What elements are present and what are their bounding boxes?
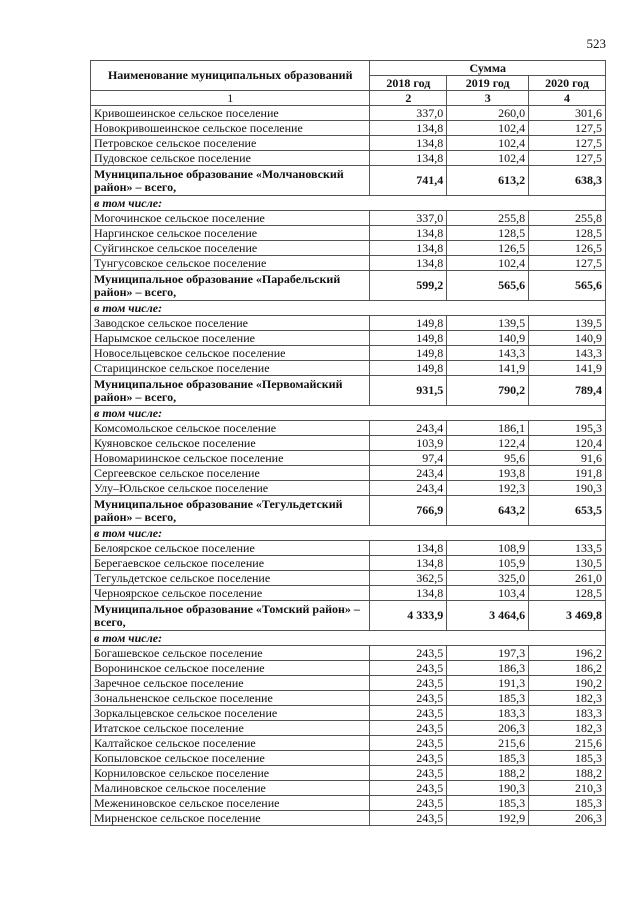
amount-2020: 186,2	[529, 661, 606, 676]
amount-2020: 195,3	[529, 421, 606, 436]
column-index: 4	[529, 91, 606, 106]
subheading-label: в том числе:	[91, 406, 606, 421]
amount-2018: 243,5	[370, 661, 447, 676]
district-total-row	[91, 166, 606, 196]
municipality-name: Малиновское сельское поселение	[91, 781, 370, 796]
amount-2018: 243,5	[370, 796, 447, 811]
amount-2020: 140,9	[529, 331, 606, 346]
municipality-name: Зоркальцевское сельское поселение	[91, 706, 370, 721]
district-total-row	[91, 496, 606, 526]
amount-2020: 127,5	[529, 151, 606, 166]
table-row	[91, 436, 606, 451]
amount-2018: 362,5	[370, 571, 447, 586]
amount-2018: 243,5	[370, 721, 447, 736]
column-index: 3	[447, 91, 529, 106]
amount-2018: 243,5	[370, 781, 447, 796]
table-row	[91, 646, 606, 661]
subheading-label: в том числе:	[91, 526, 606, 541]
amount-2019: 102,4	[447, 121, 529, 136]
amount-2020: 182,3	[529, 691, 606, 706]
subheading-row	[91, 301, 606, 316]
amount-2019: 140,9	[447, 331, 529, 346]
subheading-row	[91, 196, 606, 211]
amount-2019: 192,9	[447, 811, 529, 826]
amount-2019: 186,3	[447, 661, 529, 676]
municipality-name: Тегульдетское сельское поселение	[91, 571, 370, 586]
amount-2020: 3 469,8	[529, 601, 606, 631]
municipality-name: Калтайское сельское поселение	[91, 736, 370, 751]
amount-2019: 790,2	[447, 376, 529, 406]
amount-2018: 149,8	[370, 331, 447, 346]
amount-2020: 301,6	[529, 106, 606, 121]
table-row	[91, 121, 606, 136]
municipality-name: Тунгусовское сельское поселение	[91, 256, 370, 271]
table-row	[91, 721, 606, 736]
amount-2019: 185,3	[447, 751, 529, 766]
amount-2020: 128,5	[529, 226, 606, 241]
table-row	[91, 466, 606, 481]
subheading-label: в том числе:	[91, 196, 606, 211]
amount-2018: 243,5	[370, 751, 447, 766]
amount-2020: 130,5	[529, 556, 606, 571]
amount-2020: 133,5	[529, 541, 606, 556]
amount-2019: 192,3	[447, 481, 529, 496]
table-row	[91, 556, 606, 571]
table-row	[91, 796, 606, 811]
amount-2020: 190,2	[529, 676, 606, 691]
municipality-name: Новомариинское сельское поселение	[91, 451, 370, 466]
table-row	[91, 706, 606, 721]
amount-2019: 102,4	[447, 151, 529, 166]
table-row	[91, 136, 606, 151]
municipality-name: Белоярское сельское поселение	[91, 541, 370, 556]
amount-2019: 126,5	[447, 241, 529, 256]
page-number: 523	[586, 36, 606, 51]
amount-2020: 185,3	[529, 751, 606, 766]
municipality-name: Заречное сельское поселение	[91, 676, 370, 691]
table-row	[91, 346, 606, 361]
amount-2020: 91,6	[529, 451, 606, 466]
amount-2018: 243,5	[370, 736, 447, 751]
amount-2020: 127,5	[529, 256, 606, 271]
municipality-name: Корниловское сельское поселение	[91, 766, 370, 781]
municipality-name: Берегаевское сельское поселение	[91, 556, 370, 571]
table-row	[91, 451, 606, 466]
amount-2018: 599,2	[370, 271, 447, 301]
municipality-name: Мирненское сельское поселение	[91, 811, 370, 826]
table-row	[91, 106, 606, 121]
municipality-name: Муниципальное образование «Парабельский район» – всего,	[91, 271, 370, 301]
table-row	[91, 676, 606, 691]
amount-2018: 243,5	[370, 691, 447, 706]
amount-2018: 243,4	[370, 481, 447, 496]
amount-2018: 4 333,9	[370, 601, 447, 631]
amount-2020: 141,9	[529, 361, 606, 376]
amount-2019: 190,3	[447, 781, 529, 796]
table-row	[91, 481, 606, 496]
year-header-2019: 2019 год	[447, 76, 529, 91]
amount-2018: 134,8	[370, 586, 447, 601]
district-total-row	[91, 601, 606, 631]
amount-2020: 261,0	[529, 571, 606, 586]
amount-2019: 122,4	[447, 436, 529, 451]
amount-2018: 243,4	[370, 466, 447, 481]
amount-2018: 243,5	[370, 676, 447, 691]
amount-2020: 127,5	[529, 136, 606, 151]
amount-2019: 186,1	[447, 421, 529, 436]
table-row	[91, 211, 606, 226]
table-row	[91, 421, 606, 436]
municipality-name: Муниципальное образование «Молчановский район» – всего,	[91, 166, 370, 196]
amount-2020: 638,3	[529, 166, 606, 196]
municipality-name: Куяновское сельское поселение	[91, 436, 370, 451]
municipality-name: Сергеевское сельское поселение	[91, 466, 370, 481]
table-row	[91, 736, 606, 751]
subheading-row	[91, 526, 606, 541]
subheading-row	[91, 631, 606, 646]
amount-2020: 255,8	[529, 211, 606, 226]
municipality-name: Пудовское сельское поселение	[91, 151, 370, 166]
municipality-name: Богашевское сельское поселение	[91, 646, 370, 661]
amount-2019: 565,6	[447, 271, 529, 301]
table-row	[91, 331, 606, 346]
district-total-row	[91, 376, 606, 406]
amount-2018: 134,8	[370, 136, 447, 151]
amount-2019: 215,6	[447, 736, 529, 751]
table-row	[91, 811, 606, 826]
municipality-name: Воронинское сельское поселение	[91, 661, 370, 676]
amount-2019: 613,2	[447, 166, 529, 196]
amount-2020: 196,2	[529, 646, 606, 661]
municipality-name: Копыловское сельское поселение	[91, 751, 370, 766]
name-column-header: Наименование муниципальных образований	[91, 61, 370, 91]
column-index: 2	[370, 91, 447, 106]
municipality-name: Старицинское сельское поселение	[91, 361, 370, 376]
amount-2020: 188,2	[529, 766, 606, 781]
amount-2019: 3 464,6	[447, 601, 529, 631]
amount-2020: 120,4	[529, 436, 606, 451]
amount-2019: 103,4	[447, 586, 529, 601]
amount-2019: 260,0	[447, 106, 529, 121]
district-total-row	[91, 271, 606, 301]
amount-2019: 108,9	[447, 541, 529, 556]
municipality-name: Муниципальное образование «Тегульдетский район» – всего,	[91, 496, 370, 526]
amount-2018: 243,5	[370, 706, 447, 721]
table-row	[91, 541, 606, 556]
amount-2019: 185,3	[447, 691, 529, 706]
amount-2018: 149,8	[370, 361, 447, 376]
amount-2019: 102,4	[447, 136, 529, 151]
column-index: 1	[91, 91, 370, 106]
municipality-name: Черноярское сельское поселение	[91, 586, 370, 601]
amount-2018: 134,8	[370, 151, 447, 166]
table-row	[91, 361, 606, 376]
amount-2019: 143,3	[447, 346, 529, 361]
sum-header: Сумма	[370, 61, 606, 76]
amount-2018: 103,9	[370, 436, 447, 451]
amount-2018: 243,5	[370, 766, 447, 781]
amount-2018: 134,8	[370, 256, 447, 271]
municipality-name: Петровское сельское поселение	[91, 136, 370, 151]
amount-2020: 139,5	[529, 316, 606, 331]
amount-2018: 134,8	[370, 541, 447, 556]
amount-2018: 931,5	[370, 376, 447, 406]
amount-2019: 193,8	[447, 466, 529, 481]
amount-2019: 191,3	[447, 676, 529, 691]
amount-2019: 139,5	[447, 316, 529, 331]
table-row	[91, 751, 606, 766]
amount-2018: 337,0	[370, 211, 447, 226]
municipality-name: Зональненское сельское поселение	[91, 691, 370, 706]
amount-2020: 126,5	[529, 241, 606, 256]
municipality-name: Улу–Юльское сельское поселение	[91, 481, 370, 496]
amount-2019: 185,3	[447, 796, 529, 811]
amount-2018: 134,8	[370, 226, 447, 241]
amount-2018: 134,8	[370, 241, 447, 256]
municipality-name: Наргинское сельское поселение	[91, 226, 370, 241]
amount-2019: 643,2	[447, 496, 529, 526]
amount-2020: 206,3	[529, 811, 606, 826]
municipality-name: Заводское сельское поселение	[91, 316, 370, 331]
amount-2018: 149,8	[370, 346, 447, 361]
amount-2019: 102,4	[447, 256, 529, 271]
table-row	[91, 256, 606, 271]
municipality-name: Нарымское сельское поселение	[91, 331, 370, 346]
amount-2020: 182,3	[529, 721, 606, 736]
amount-2018: 243,5	[370, 646, 447, 661]
amount-2018: 741,4	[370, 166, 447, 196]
table-row	[91, 586, 606, 601]
table-row	[91, 241, 606, 256]
amount-2019: 183,3	[447, 706, 529, 721]
amount-2020: 127,5	[529, 121, 606, 136]
amount-2019: 197,3	[447, 646, 529, 661]
budget-table	[90, 60, 606, 826]
year-header-2018: 2018 год	[370, 76, 447, 91]
subheading-label: в том числе:	[91, 631, 606, 646]
amount-2019: 188,2	[447, 766, 529, 781]
amount-2020: 185,3	[529, 796, 606, 811]
amount-2018: 243,5	[370, 811, 447, 826]
municipality-name: Комсомольское сельское поселение	[91, 421, 370, 436]
municipality-name: Новокривошеинское сельское поселение	[91, 121, 370, 136]
amount-2018: 134,8	[370, 121, 447, 136]
municipality-name: Могочинское сельское поселение	[91, 211, 370, 226]
amount-2020: 210,3	[529, 781, 606, 796]
amount-2019: 325,0	[447, 571, 529, 586]
table-body	[91, 106, 606, 826]
amount-2018: 337,0	[370, 106, 447, 121]
amount-2018: 149,8	[370, 316, 447, 331]
amount-2020: 653,5	[529, 496, 606, 526]
amount-2020: 565,6	[529, 271, 606, 301]
amount-2018: 243,4	[370, 421, 447, 436]
amount-2020: 215,6	[529, 736, 606, 751]
amount-2019: 105,9	[447, 556, 529, 571]
table-row	[91, 571, 606, 586]
amount-2018: 766,9	[370, 496, 447, 526]
amount-2019: 141,9	[447, 361, 529, 376]
table-row	[91, 316, 606, 331]
municipality-name: Муниципальное образование «Томский район» – всего,	[91, 601, 370, 631]
table-row	[91, 151, 606, 166]
amount-2019: 128,5	[447, 226, 529, 241]
amount-2020: 789,4	[529, 376, 606, 406]
municipality-name: Новосельцевское сельское поселение	[91, 346, 370, 361]
table-row	[91, 691, 606, 706]
municipality-name: Муниципальное образование «Первомайский район» – всего,	[91, 376, 370, 406]
subheading-row	[91, 406, 606, 421]
amount-2019: 206,3	[447, 721, 529, 736]
municipality-name: Итатское сельское поселение	[91, 721, 370, 736]
amount-2020: 183,3	[529, 706, 606, 721]
table-row	[91, 661, 606, 676]
municipality-name: Суйгинское сельское поселение	[91, 241, 370, 256]
amount-2019: 95,6	[447, 451, 529, 466]
amount-2020: 143,3	[529, 346, 606, 361]
municipality-name: Кривошеинское сельское поселение	[91, 106, 370, 121]
amount-2019: 255,8	[447, 211, 529, 226]
amount-2020: 190,3	[529, 481, 606, 496]
table-row	[91, 781, 606, 796]
amount-2020: 128,5	[529, 586, 606, 601]
municipality-name: Межениновское сельское поселение	[91, 796, 370, 811]
amount-2020: 191,8	[529, 466, 606, 481]
table-row	[91, 766, 606, 781]
year-header-2020: 2020 год	[529, 76, 606, 91]
amount-2018: 134,8	[370, 556, 447, 571]
table-row	[91, 226, 606, 241]
subheading-label: в том числе:	[91, 301, 606, 316]
amount-2018: 97,4	[370, 451, 447, 466]
